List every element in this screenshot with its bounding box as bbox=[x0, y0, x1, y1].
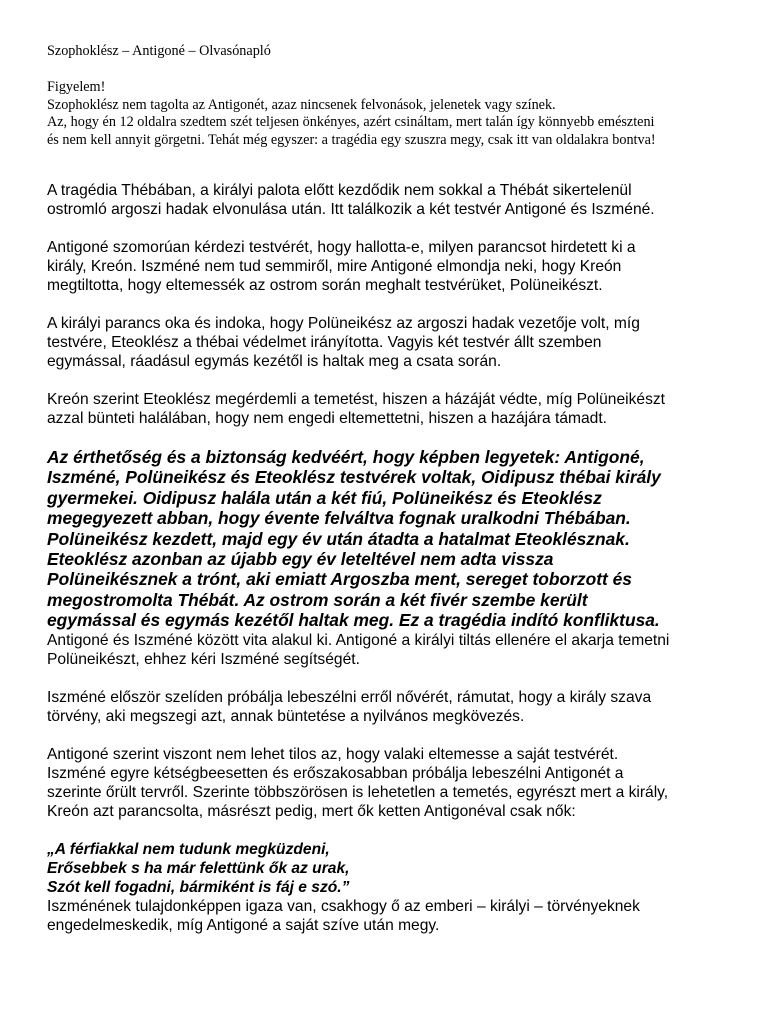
notice-line: Az, hogy én 12 oldalra szedtem szét teljesen önkényes, azért csináltam, mert talán így könnyebb emészteni bbox=[47, 114, 655, 130]
paragraph-8 bbox=[47, 897, 737, 935]
emphasis-line: megostromolta Thébát. Az ostrom során a két fivér szembe került bbox=[47, 589, 588, 610]
text-line: ostromló argoszi hadak elvonulása után. Itt találkozik a két testvér Antigoné és Iszméné. bbox=[47, 201, 655, 218]
paragraph-5 bbox=[47, 631, 737, 669]
notice-block bbox=[47, 79, 747, 149]
emphasis-line: Iszméné, Polüneikész és Eteoklész testvérek voltak, Oidipusz thébai király bbox=[47, 467, 661, 488]
document-body bbox=[47, 181, 737, 935]
text-line: törvény, aki megszegi azt, annak büntetése a nyilvános megkövezés. bbox=[47, 707, 525, 725]
notice-line: Szophoklész nem tagolta az Antigonét, azaz nincsenek felvonások, jelenetek vagy színek. bbox=[47, 96, 556, 113]
text-line: Iszméné egyre kétségbeesetten és erőszakosabban próbálja lebeszélni Antigonét a bbox=[47, 764, 624, 782]
text-line: azzal bünteti halálában, hogy nem engedi eltemettetni, hiszen a hazájára támadt. bbox=[47, 410, 608, 427]
text-line: A tragédia Thébában, a királyi palota előtt kezdődik nem sokkal a Thébát sikertelenül bbox=[47, 182, 632, 199]
paragraph-1 bbox=[47, 181, 737, 219]
quote-block bbox=[47, 840, 737, 897]
paragraph-4 bbox=[47, 390, 737, 428]
quote-line: Szót kell fogadni, bármiként is fáj e szó.” bbox=[47, 878, 350, 896]
emphasis-block bbox=[47, 447, 737, 631]
emphasis-line: Polüneikész kezdett, majd egy év után átadta a hatalmat Eteoklésznak. bbox=[47, 528, 630, 549]
text-line: Antigoné szerint viszont nem lehet tilos az, hogy valaki eltemesse a saját testvérét. bbox=[47, 745, 619, 763]
quote-line: „A férfiakkal nem tudunk megküzdeni, bbox=[47, 840, 330, 858]
emphasis-line: Eteoklész azonban az újabb egy év leteltével nem adta vissza bbox=[47, 549, 554, 570]
text-line: Iszméné először szelíden próbálja lebeszélni erről nővérét, rámutat, hogy a király szava bbox=[47, 688, 652, 706]
notice-line: és nem kell annyit görgetni. Tehát még egyszer: a tragédia egy szuszra megy, csak itt van oldalakra bontva! bbox=[47, 131, 656, 148]
text-line: engedelmeskedik, míg Antigoné a saját szíve után megy. bbox=[47, 916, 440, 934]
text-line: testvére, Eteoklész a thébai védelmet irányította. Vagyis két testvér állt szemben bbox=[47, 334, 602, 351]
emphasis-line: Az érthetőség és a biztonság kedvéért, hogy képben legyetek: Antigoné, bbox=[47, 447, 645, 467]
paragraph-2 bbox=[47, 238, 737, 295]
emphasis-line: egymással és egymás kezétől haltak meg. Ez a tragédia indító konfliktusa. bbox=[47, 610, 660, 631]
paragraph-7 bbox=[47, 745, 737, 821]
text-line: Antigoné szomorúan kérdezi testvérét, hogy hallotta-e, milyen parancsot hirdetett ki a bbox=[47, 239, 636, 256]
text-line: Iszménének tulajdonképpen igaza van, csakhogy ő az emberi – királyi – törvényeknek bbox=[47, 897, 640, 915]
document-title: Szophoklész – Antigoné – Olvasónapló bbox=[47, 43, 271, 59]
paragraph-3 bbox=[47, 314, 737, 371]
text-line: A királyi parancs oka és indoka, hogy Polüneikész az argoszi hadak vezetője volt, míg bbox=[47, 315, 640, 332]
text-line: Polüneikészt, ehhez kéri Iszméné segítségét. bbox=[47, 650, 360, 668]
text-line: megtiltotta, hogy eltemessék az ostrom során meghalt testvérüket, Polüneikészt. bbox=[47, 277, 603, 294]
text-line: Kreón azt parancsolta, másrészt pedig, mert ők ketten Antigonéval csak nők: bbox=[47, 802, 576, 820]
text-line: Kreón szerint Eteoklész megérdemli a temetést, hiszen a házáját védte, míg Polüneikészt bbox=[47, 391, 665, 408]
paragraph-6 bbox=[47, 688, 737, 726]
text-line: Antigoné és Iszméné között vita alakul ki. Antigoné a királyi tiltás ellenére el akarja temetni bbox=[47, 631, 670, 649]
text-line: király, Kreón. Iszméné nem tud semmiről, mire Antigoné elmondja neki, hogy Kreón bbox=[47, 258, 622, 275]
emphasis-line: Polüneikésznek a trónt, aki emiatt Argoszba ment, sereget toborzott és bbox=[47, 569, 632, 590]
emphasis-line: gyermekei. Oidipusz halála után a két fiú, Polüneikész és Eteoklész bbox=[47, 487, 602, 508]
quote-line: Erősebbek s ha már felettünk ők az urak, bbox=[47, 859, 350, 877]
notice-heading: Figyelem! bbox=[47, 79, 106, 95]
emphasis-line: megegyezett abban, hogy évente felváltva fognak uralkodni Thébában. bbox=[47, 508, 631, 529]
text-line: egymással, ráadásul egymás kezétől is haltak meg a csata során. bbox=[47, 353, 502, 370]
text-line: szerinte őrült tervről. Szerinte többszörösen is lehetetlen a temetés, egyrészt mert a király, bbox=[47, 783, 669, 801]
